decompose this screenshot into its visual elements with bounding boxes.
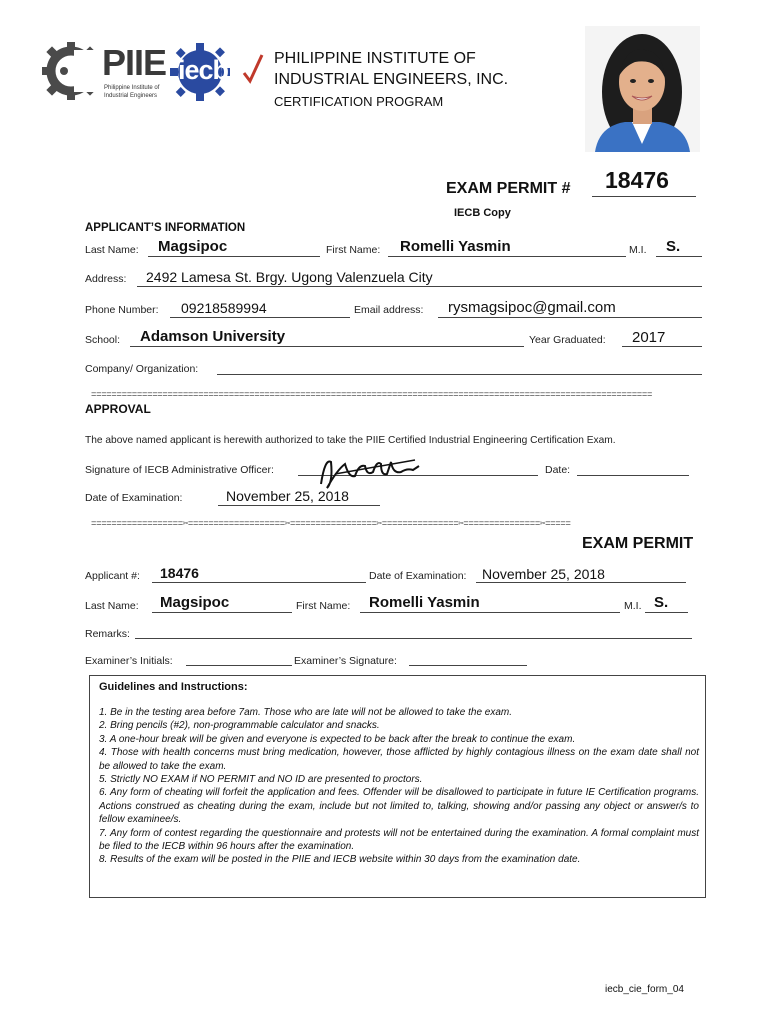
- examiner-initials-label: Examiner’s Initials:: [85, 655, 173, 667]
- guidelines-box: [89, 675, 706, 898]
- approval-date-label: Date:: [545, 464, 571, 476]
- piie-logo: [40, 40, 170, 102]
- stub-first-name-value: Romelli Yasmin: [369, 594, 480, 611]
- address-value: 2492 Lamesa St. Brgy. Ugong Valenzuela City: [146, 269, 433, 285]
- applicant-number-label: Applicant #:: [85, 570, 140, 582]
- exam-date-label: Date of Examination:: [85, 492, 183, 504]
- guideline-item: 1. Be in the testing area before 7am. Those who are late will not be allowed to take the exam.: [99, 707, 513, 718]
- phone-line[interactable]: [170, 317, 350, 318]
- piie-subtitle-2: Industrial Engineers: [104, 93, 158, 99]
- company-line[interactable]: [217, 374, 702, 375]
- iecb-logo: [170, 43, 262, 101]
- examiner-signature-label: Examiner’s Signature:: [294, 655, 397, 667]
- stub-exam-date-value: November 25, 2018: [482, 566, 605, 582]
- last-name-line[interactable]: [148, 256, 320, 257]
- year-value: 2017: [632, 329, 666, 346]
- guideline-item: 8. Results of the exam will be posted in the PIIE and IECB website within 30 days from the examination date.: [99, 854, 581, 866]
- stub-last-name-line[interactable]: [152, 612, 292, 613]
- copy-label: IECB Copy: [454, 207, 511, 219]
- phone-label: Phone Number:: [85, 304, 159, 316]
- applicant-photo: [585, 26, 700, 152]
- last-name-value: Magsipoc: [158, 238, 228, 255]
- section-divider: ==============================================================================================================: [91, 390, 653, 400]
- checkmark-icon: [242, 53, 264, 85]
- applicant-number-line[interactable]: [152, 582, 366, 583]
- applicant-section-title: APPLICANT’S INFORMATION: [85, 222, 246, 234]
- guideline-item: 4. Those with health concerns must bring medication, however, those afflicted by highly contagious illness on the exam date shall not be allowed to take the exam.: [99, 747, 699, 772]
- org-name-line-2: INDUSTRIAL ENGINEERS, INC.: [274, 71, 509, 88]
- applicant-number-value: 18476: [160, 565, 199, 581]
- stub-mi-label: M.I.: [624, 600, 642, 612]
- stub-title: EXAM PERMIT: [582, 535, 694, 552]
- stub-last-name-value: Magsipoc: [160, 594, 230, 611]
- iecb-wordmark: iecb: [178, 55, 229, 85]
- address-label: Address:: [85, 273, 127, 285]
- org-name-line-1: PHILIPPINE INSTITUTE OF: [274, 50, 476, 67]
- company-label: Company/ Organization:: [85, 363, 199, 375]
- gear-icon: [40, 40, 102, 102]
- exam-date-value: November 25, 2018: [226, 488, 349, 504]
- guidelines-list: [99, 706, 699, 867]
- form-code: iecb_cie_form_04: [605, 984, 684, 995]
- permit-number: 18476: [605, 167, 669, 193]
- year-label: Year Graduated:: [529, 334, 606, 346]
- cut-line: ==================✂===================✂=================✂===============✂===============✂=====: [91, 519, 571, 529]
- stub-exam-date-label: Date of Examination:: [369, 570, 467, 582]
- guideline-item: 5. Strictly NO EXAM if NO PERMIT and NO ID are presented to proctors.: [99, 774, 423, 786]
- stub-exam-date-line[interactable]: [476, 582, 686, 583]
- first-name-line[interactable]: [388, 256, 626, 257]
- guideline-item: 2. Bring pencils (#2), non-programmable calculator and snacks.: [99, 720, 380, 732]
- email-value: rysmagsipoc@gmail.com: [448, 299, 616, 316]
- address-line[interactable]: [137, 286, 702, 287]
- program-name: CERTIFICATION PROGRAM: [274, 94, 444, 109]
- approval-title: APPROVAL: [85, 402, 151, 416]
- first-name-label: First Name:: [326, 244, 381, 256]
- guideline-item: 6. Any form of cheating will forfeit the application and fees. Offender will be disallowed to participate in future IE Certification programs. Actions construed as cheating during the exam, include but not limited to, talking, showing and/or passing any object or answer/s to fellow examinee/s.: [99, 787, 699, 826]
- school-label: School:: [85, 334, 121, 346]
- signature-label: Signature of IECB Administrative Officer:: [85, 464, 274, 476]
- mi-value: S.: [666, 238, 681, 255]
- stub-first-name-line[interactable]: [360, 612, 620, 613]
- examiner-initials-line[interactable]: [186, 665, 292, 666]
- email-label: Email address:: [354, 304, 424, 316]
- officer-signature: [315, 452, 425, 492]
- school-line[interactable]: [130, 346, 524, 347]
- piie-subtitle-1: Philippine Institute of: [104, 85, 160, 91]
- stub-mi-value: S.: [654, 594, 669, 611]
- year-line[interactable]: [622, 346, 702, 347]
- remarks-label: Remarks:: [85, 628, 130, 640]
- phone-value: 09218589994: [181, 300, 267, 316]
- stub-first-name-label: First Name:: [296, 600, 351, 612]
- approval-statement: The above named applicant is herewith authorized to take the PIIE Certified Industrial Engineering Certification Exam.: [85, 435, 616, 446]
- email-line[interactable]: [438, 317, 702, 318]
- stub-last-name-label: Last Name:: [85, 600, 139, 612]
- first-name-value: Romelli Yasmin: [400, 238, 511, 255]
- last-name-label: Last Name:: [85, 244, 139, 256]
- permit-number-line: [592, 196, 696, 197]
- stub-mi-line[interactable]: [645, 612, 688, 613]
- exam-date-line[interactable]: [218, 505, 380, 506]
- examiner-signature-line[interactable]: [409, 665, 527, 666]
- approval-date-line[interactable]: [577, 475, 689, 476]
- piie-wordmark: PIIE: [102, 42, 167, 83]
- mi-label: M.I.: [629, 244, 647, 256]
- school-value: Adamson University: [140, 328, 286, 345]
- guideline-item: 7. Any form of contest regarding the questionnaire and protests will not be entertained during the examination. A formal complaint must be filed to the IECB within 96 hours after the examination.: [99, 827, 699, 853]
- guideline-item: 3. A one-hour break will be given and everyone is expected to be back after the break to continue the exam.: [99, 733, 576, 745]
- mi-line[interactable]: [656, 256, 702, 257]
- remarks-line[interactable]: [135, 638, 692, 639]
- guidelines-title: Guidelines and Instructions:: [99, 681, 248, 693]
- permit-title: EXAM PERMIT #: [446, 180, 571, 197]
